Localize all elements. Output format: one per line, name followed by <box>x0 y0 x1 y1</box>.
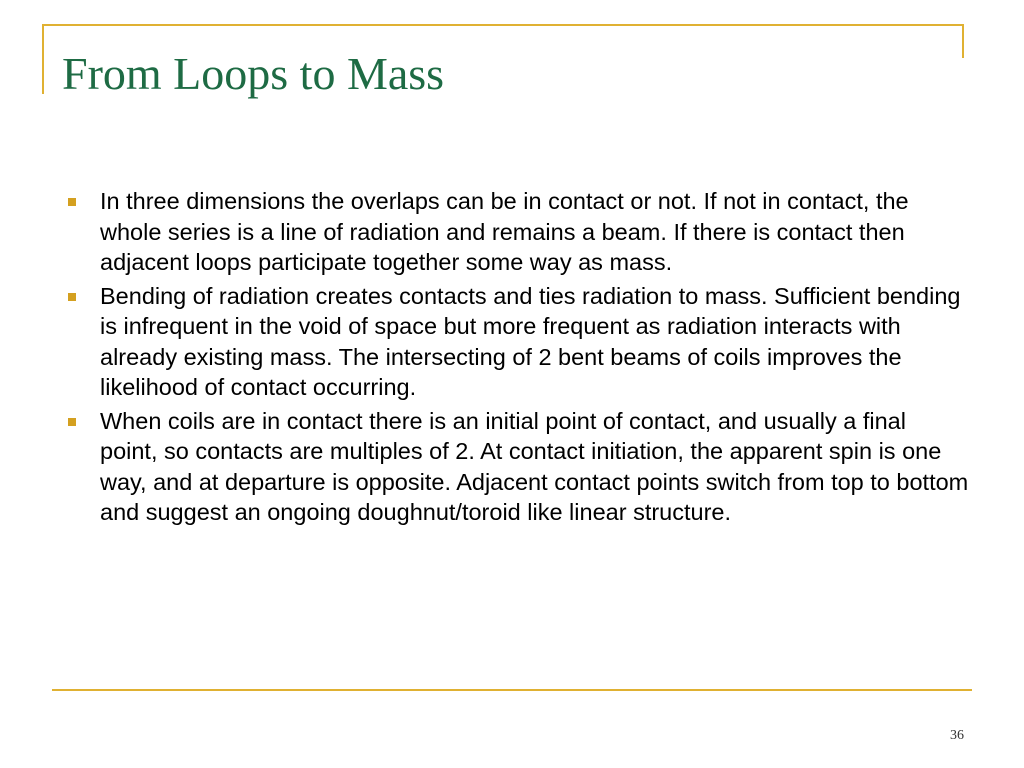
bullet-text: When coils are in contact there is an initial point of contact, and usually a final point, so contacts are multiples of 2. At contact initiation, the apparent spin is one way, and at departure is opposite. Adjacent contact points switch from top to bottom and suggest an ongoing doughnut/toroid like linear structure. <box>100 407 969 525</box>
square-bullet-icon <box>68 293 76 301</box>
right-rule <box>962 24 964 58</box>
bullet-item <box>64 406 969 528</box>
left-rule <box>42 24 44 94</box>
bullet-text: In three dimensions the overlaps can be in contact or not. If not in contact, the whole series is a line of radiation and remains a beam. If there is contact then adjacent loops participate together some way as mass. <box>100 188 909 275</box>
bullet-text: Bending of radiation creates contacts and ties radiation to mass. Sufficient bending is infrequent in the void of space but more frequent as radiation interacts with already existing mass. The intersecting of 2 bent beams of coils improves the likelihood of contact occurring. <box>100 282 961 400</box>
footer-rule <box>52 689 972 691</box>
square-bullet-icon <box>68 418 76 426</box>
bullet-item <box>64 281 969 403</box>
bullet-item <box>64 186 969 278</box>
page-number: 36 <box>950 728 964 743</box>
bullet-list <box>64 186 969 531</box>
square-bullet-icon <box>68 198 76 206</box>
slide-title: From Loops to Mass <box>62 48 445 99</box>
top-rule <box>42 24 964 26</box>
